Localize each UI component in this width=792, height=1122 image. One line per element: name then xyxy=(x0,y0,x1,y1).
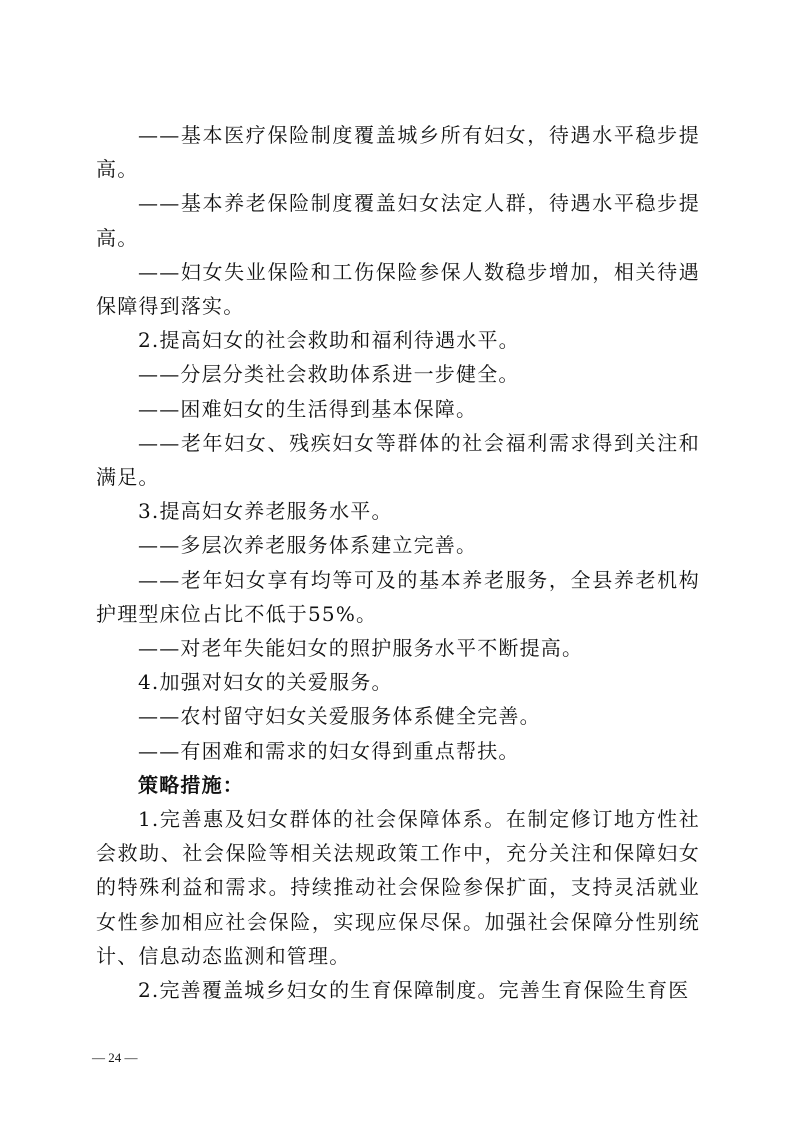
goal-item-disabled-care: ——对老年失能妇女的照护服务水平不断提高。 xyxy=(138,636,584,661)
page-number: — 24 — xyxy=(92,1050,138,1065)
goal-item-social-welfare: ——老年妇女、残疾妇女等群体的社会福利需求得到关注和满足。 xyxy=(96,430,700,490)
goal-item-social-assistance: ——分层分类社会救助体系进一步健全。 xyxy=(138,362,520,387)
strategy-item-2: 2.完善覆盖城乡妇女的生育保障制度。完善生育保险生育医 xyxy=(138,978,690,1003)
goal-item-unemployment-insurance: ——妇女失业保险和工伤保险参保人数稳步增加，相关待遇保障得到落实。 xyxy=(96,259,700,319)
goal-item-basic-security: ——困难妇女的生活得到基本保障。 xyxy=(138,396,478,421)
goal-item-pension-insurance: ——基本养老保险制度覆盖妇女法定人群，待遇水平稳步提高。 xyxy=(96,191,700,250)
goal-item-elderly-care-services: ——老年妇女享有均等可及的基本养老服务，全县养老机构护理型床位占比不低于55%。 xyxy=(96,567,700,626)
section-heading-2: 2.提高妇女的社会救助和福利待遇水平。 xyxy=(138,328,520,353)
document-body xyxy=(96,118,700,1007)
goal-item-left-behind-women: ——农村留守妇女关爱服务体系健全完善。 xyxy=(138,704,541,729)
section-heading-3: 3.提高妇女养老服务水平。 xyxy=(138,499,393,524)
strategy-item-1: 1.完善惠及妇女群体的社会保障体系。在制定修订地方性社会救助、社会保险等相关法规政策工作中，充分关注和保障妇女的特殊利益和需求。持续推动社会保险参保扩面，支持灵活就业女性参加相应社会保险，实现应保尽保。加强社会保障分性别统计、信息动态监测和管理。 xyxy=(96,807,700,968)
goal-item-targeted-assistance: ——有困难和需求的妇女得到重点帮扶。 xyxy=(138,738,520,763)
goal-item-medical-insurance: ——基本医疗保险制度覆盖城乡所有妇女，待遇水平稳步提高。 xyxy=(96,123,700,182)
section-heading-4: 4.加强对妇女的关爱服务。 xyxy=(138,670,393,695)
strategy-heading: 策略措施： xyxy=(138,772,244,797)
goal-item-elderly-care-system: ——多层次养老服务体系建立完善。 xyxy=(138,533,478,558)
